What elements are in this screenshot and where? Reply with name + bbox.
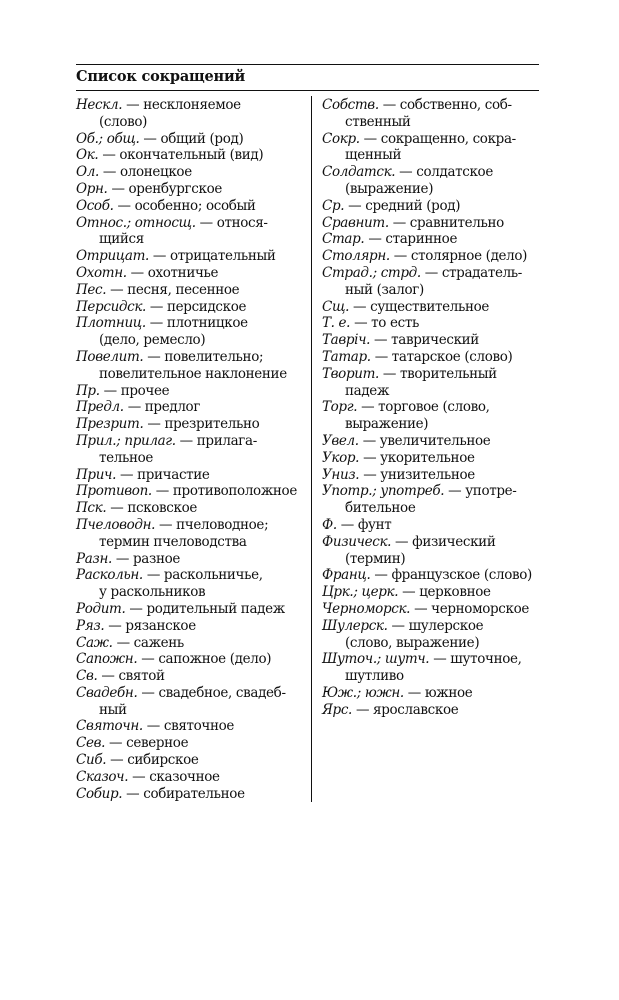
entry-first-line xyxy=(322,601,540,618)
abbreviation-entry xyxy=(322,483,540,517)
abbreviation-entry xyxy=(76,399,306,416)
entry-first-line xyxy=(322,433,540,450)
abbreviation-entry xyxy=(76,551,306,568)
entry-first-line xyxy=(322,366,540,383)
abbreviation-definition: — рязанское xyxy=(104,617,196,634)
abbreviation-definition: — плотницкое xyxy=(145,315,248,332)
entry-first-line xyxy=(76,551,306,568)
abbreviation-entry xyxy=(322,349,540,366)
abbreviation-entry xyxy=(322,567,540,584)
abbreviation-entry xyxy=(76,433,306,467)
entry-first-line xyxy=(76,483,306,500)
abbreviation-definition: — северное xyxy=(105,735,189,752)
abbreviation-definition: — старинное xyxy=(364,231,458,248)
abbreviation-definition: — презрительно xyxy=(143,416,260,433)
abbreviation-term: Пчеловодн. xyxy=(76,516,156,533)
entry-first-line xyxy=(76,215,306,232)
abbreviation-definition: — прилага- xyxy=(175,432,257,449)
entry-first-line xyxy=(322,517,540,534)
abbreviation-definition: — противоположное xyxy=(151,483,297,500)
entry-first-line xyxy=(76,718,306,735)
abbreviation-definition: — сапожное (дело) xyxy=(137,651,272,668)
entry-first-line xyxy=(76,282,306,299)
page-title: Список сокращений xyxy=(76,68,246,85)
abbreviation-term: Црк.; церк. xyxy=(322,584,399,601)
definition-continuation: у раскольников xyxy=(99,584,206,601)
entry-first-line xyxy=(322,483,540,500)
abbreviation-entry xyxy=(76,181,306,198)
abbreviation-entry xyxy=(322,651,540,685)
definition-continuation: (дело, ремесло) xyxy=(99,332,206,349)
definition-continuation: выражение) xyxy=(345,416,429,433)
abbreviation-entry xyxy=(322,231,540,248)
abbreviation-definition: — оренбургское xyxy=(107,180,222,197)
entry-first-line xyxy=(76,97,306,114)
abbreviation-term: Свадебн. xyxy=(76,684,138,701)
entry-first-line xyxy=(76,399,306,416)
entry-first-line xyxy=(322,215,540,232)
abbreviation-term: Св. xyxy=(76,668,98,685)
entry-first-line xyxy=(76,517,306,534)
abbreviation-term: Солдатск. xyxy=(322,164,396,181)
abbreviation-entry xyxy=(322,366,540,400)
entry-first-line xyxy=(322,97,540,114)
abbreviation-term: Нескл. xyxy=(76,97,123,113)
abbreviation-definition: — французское (слово) xyxy=(370,567,532,584)
entry-first-line xyxy=(76,567,306,584)
abbreviation-term: Стар. xyxy=(322,231,365,248)
abbreviation-entry xyxy=(322,618,540,652)
abbreviation-term: Сокр. xyxy=(322,130,360,147)
definition-continuation: бительное xyxy=(345,500,416,517)
abbreviation-entry xyxy=(322,517,540,534)
entry-first-line xyxy=(322,685,540,702)
abbreviation-entry xyxy=(322,399,540,433)
abbreviation-definition: — общий (род) xyxy=(139,130,244,147)
abbreviation-term: Охотн. xyxy=(76,264,127,281)
entry-first-line xyxy=(76,685,306,702)
abbreviation-term: Ф. xyxy=(322,516,337,533)
abbreviation-definition: — олонецкое xyxy=(98,164,192,181)
definition-continuation: (слово, выражение) xyxy=(345,634,480,651)
abbreviation-entry xyxy=(76,618,306,635)
definition-continuation: ственный xyxy=(345,113,411,130)
entry-first-line xyxy=(76,668,306,685)
abbreviation-entry xyxy=(76,752,306,769)
entry-first-line xyxy=(76,769,306,786)
abbreviation-term: Пр. xyxy=(76,382,100,399)
abbreviation-definition: — солдатское xyxy=(395,164,493,181)
abbreviation-entry xyxy=(76,248,306,265)
abbreviation-entry xyxy=(322,248,540,265)
entry-first-line xyxy=(76,164,306,181)
abbreviation-entry xyxy=(76,517,306,551)
abbreviation-term: Юж.; южн. xyxy=(322,684,404,701)
abbreviation-term: Сщ. xyxy=(322,298,350,315)
abbreviation-definition: — татарское (слово) xyxy=(370,348,513,365)
abbreviation-entry xyxy=(322,131,540,165)
abbreviation-definition: — физический xyxy=(391,533,496,550)
abbreviation-column-right xyxy=(322,97,540,718)
abbreviation-definition: — церковное xyxy=(398,584,491,601)
abbreviation-term: Физическ. xyxy=(322,533,392,550)
entry-first-line xyxy=(76,248,306,265)
abbreviation-entry xyxy=(76,668,306,685)
entry-first-line xyxy=(322,248,540,265)
abbreviation-entry xyxy=(76,198,306,215)
definition-continuation: ный (залог) xyxy=(345,281,424,298)
abbreviation-term: Орн. xyxy=(76,180,108,197)
abbreviation-definition: — сокращенно, сокра- xyxy=(359,130,516,147)
abbreviation-term: Страд.; стрд. xyxy=(322,264,421,281)
abbreviation-entry xyxy=(322,685,540,702)
abbreviation-definition: — сажень xyxy=(112,634,184,651)
entry-first-line xyxy=(322,332,540,349)
abbreviation-definition: — песня, песенное xyxy=(106,281,240,298)
abbreviation-term: Увел. xyxy=(322,432,359,449)
definition-continuation: падеж xyxy=(345,382,390,399)
definition-continuation: ный xyxy=(99,701,127,718)
abbreviation-definition: — сибирское xyxy=(106,752,199,769)
entry-first-line xyxy=(76,635,306,652)
abbreviation-definition: — причастие xyxy=(116,466,210,483)
entry-first-line xyxy=(76,433,306,450)
abbreviation-entry xyxy=(76,483,306,500)
entry-first-line xyxy=(322,584,540,601)
abbreviation-entry xyxy=(76,500,306,517)
abbreviation-entry xyxy=(76,97,306,131)
definition-continuation: щийся xyxy=(99,231,144,248)
abbreviation-entry xyxy=(76,299,306,316)
abbreviation-definition: — шуточное, xyxy=(429,651,522,668)
entry-first-line xyxy=(76,383,306,400)
abbreviation-definition: — употре- xyxy=(444,483,517,500)
abbreviation-definition: — пчеловодное; xyxy=(155,516,269,533)
abbreviation-definition: — средний (род) xyxy=(344,197,461,214)
abbreviation-term: Раскольн. xyxy=(76,567,143,584)
header-rule xyxy=(76,64,539,65)
abbreviation-term: Униз. xyxy=(322,466,360,483)
entry-first-line xyxy=(76,131,306,148)
abbreviation-entry xyxy=(322,450,540,467)
abbreviation-definition: — персидское xyxy=(145,298,247,315)
abbreviation-definition: — псковское xyxy=(106,500,198,517)
abbreviation-definition: — унизительное xyxy=(359,466,475,483)
entry-first-line xyxy=(322,399,540,416)
entry-first-line xyxy=(322,315,540,332)
entry-first-line xyxy=(322,702,540,719)
abbreviation-entry xyxy=(76,349,306,383)
abbreviation-entry xyxy=(322,198,540,215)
entry-first-line xyxy=(76,416,306,433)
abbreviation-definition: — отрицательный xyxy=(148,248,276,265)
abbreviation-term: Прил.; прилаг. xyxy=(76,432,176,449)
abbreviation-entry xyxy=(76,265,306,282)
definition-continuation: термин пчеловодства xyxy=(99,533,247,550)
abbreviation-term: Франц. xyxy=(322,567,371,584)
abbreviation-entry xyxy=(76,718,306,735)
abbreviation-term: Собств. xyxy=(322,97,379,113)
entry-first-line xyxy=(322,231,540,248)
abbreviation-term: Сапожн. xyxy=(76,651,138,668)
abbreviation-definition: — охотничье xyxy=(126,264,219,281)
abbreviation-term: Т. е. xyxy=(322,315,351,332)
abbreviation-definition: — укорительное xyxy=(359,449,475,466)
abbreviation-definition: — существительное xyxy=(349,298,490,315)
abbreviation-term: Отрицат. xyxy=(76,248,149,265)
definition-continuation: тельное xyxy=(99,449,154,466)
abbreviation-definition: — разное xyxy=(111,550,181,567)
abbreviation-term: Персидск. xyxy=(76,298,146,315)
abbreviation-entry xyxy=(322,97,540,131)
abbreviation-entry xyxy=(322,584,540,601)
entry-first-line xyxy=(76,198,306,215)
abbreviation-term: Ок. xyxy=(76,147,99,164)
abbreviation-term: Повелит. xyxy=(76,348,144,365)
abbreviation-entry xyxy=(76,769,306,786)
entry-first-line xyxy=(76,735,306,752)
entry-first-line xyxy=(322,198,540,215)
abbreviation-definition: — фунт xyxy=(336,516,392,533)
abbreviation-definition: — творительный xyxy=(378,365,497,382)
abbreviation-term: Собир. xyxy=(76,785,123,802)
abbreviation-definition: — святочное xyxy=(142,718,235,735)
abbreviation-definition: — южное xyxy=(403,684,473,701)
abbreviation-entry xyxy=(76,215,306,249)
abbreviation-term: Пес. xyxy=(76,281,107,298)
abbreviation-term: Сказоч. xyxy=(76,768,129,785)
abbreviation-definition: — повелительно; xyxy=(143,348,264,365)
entry-first-line xyxy=(76,181,306,198)
entry-first-line xyxy=(76,467,306,484)
abbreviation-term: Ярс. xyxy=(322,701,352,718)
abbreviation-entry xyxy=(76,282,306,299)
entry-first-line xyxy=(322,131,540,148)
abbreviation-entry xyxy=(76,164,306,181)
abbreviation-column-left xyxy=(76,97,306,802)
abbreviation-term: Тавріч. xyxy=(322,332,371,349)
abbreviation-definition: — сравнительно xyxy=(388,214,504,231)
abbreviation-term: Предл. xyxy=(76,399,124,416)
definition-continuation: (слово) xyxy=(99,113,148,130)
abbreviation-entry xyxy=(322,215,540,232)
definition-continuation: шутливо xyxy=(345,668,404,685)
definition-continuation: повелительное наклонение xyxy=(99,365,287,382)
abbreviation-entry xyxy=(322,534,540,568)
abbreviation-entry xyxy=(76,315,306,349)
abbreviation-definition: — родительный падеж xyxy=(125,600,285,617)
abbreviation-entry xyxy=(322,601,540,618)
abbreviation-term: Плотниц. xyxy=(76,315,146,332)
abbreviation-definition: — святой xyxy=(97,668,165,685)
abbreviation-term: Противоп. xyxy=(76,483,152,500)
abbreviation-entry xyxy=(76,685,306,719)
abbreviation-term: Относ.; относщ. xyxy=(76,214,196,231)
abbreviation-term: Черноморск. xyxy=(322,600,411,617)
abbreviation-definition: — собственно, соб- xyxy=(378,97,512,113)
abbreviation-entry xyxy=(76,383,306,400)
abbreviation-entry xyxy=(322,467,540,484)
abbreviation-entry xyxy=(76,467,306,484)
abbreviation-term: Сиб. xyxy=(76,752,107,769)
abbreviation-definition: — таврический xyxy=(370,332,479,349)
abbreviation-term: Татар. xyxy=(322,348,371,365)
abbreviation-definition: — предлог xyxy=(123,399,201,416)
entry-first-line xyxy=(322,567,540,584)
definition-continuation: (термин) xyxy=(345,550,406,567)
abbreviation-definition: — торговое (слово, xyxy=(357,399,490,416)
abbreviation-term: Сравнит. xyxy=(322,214,389,231)
abbreviation-entry xyxy=(76,567,306,601)
abbreviation-definition: — столярное (дело) xyxy=(389,248,528,265)
abbreviation-definition: — несклоняемое xyxy=(122,97,241,113)
entry-first-line xyxy=(322,534,540,551)
entry-first-line xyxy=(76,349,306,366)
abbreviation-entry xyxy=(76,651,306,668)
abbreviation-term: Ол. xyxy=(76,164,99,181)
abbreviation-entry xyxy=(322,299,540,316)
abbreviation-definition: — особенно; особый xyxy=(113,197,256,214)
entry-first-line xyxy=(76,265,306,282)
abbreviation-definition: — свадебное, свадеб- xyxy=(137,684,286,701)
column-divider xyxy=(311,96,312,802)
abbreviation-definition: — увеличительное xyxy=(358,432,491,449)
entry-first-line xyxy=(76,601,306,618)
abbreviation-definition: — ярославское xyxy=(352,701,459,718)
abbreviation-term: Столярн. xyxy=(322,248,390,265)
abbreviation-entry xyxy=(76,735,306,752)
entry-first-line xyxy=(322,450,540,467)
entry-first-line xyxy=(76,786,306,803)
abbreviation-term: Особ. xyxy=(76,197,114,214)
abbreviation-definition: — страдатель- xyxy=(420,264,523,281)
abbreviation-definition: — черноморское xyxy=(410,600,530,617)
entry-first-line xyxy=(322,299,540,316)
abbreviation-term: Шулерск. xyxy=(322,617,388,634)
abbreviation-term: Разн. xyxy=(76,550,112,567)
abbreviation-term: Святочн. xyxy=(76,718,143,735)
abbreviation-entry xyxy=(322,702,540,719)
abbreviation-definition: — относя- xyxy=(195,214,268,231)
definition-continuation: (выражение) xyxy=(345,180,434,197)
abbreviation-definition: — прочее xyxy=(99,382,170,399)
entry-first-line xyxy=(76,500,306,517)
abbreviation-term: Укор. xyxy=(322,449,360,466)
abbreviation-definition: — собирательное xyxy=(122,785,245,802)
abbreviation-entry xyxy=(322,164,540,198)
abbreviation-term: Пск. xyxy=(76,500,107,517)
abbreviation-term: Ср. xyxy=(322,197,345,214)
abbreviation-entry xyxy=(322,332,540,349)
abbreviation-definition: — окончательный (вид) xyxy=(98,147,264,164)
entry-first-line xyxy=(76,315,306,332)
abbreviation-definition: — то есть xyxy=(350,315,419,332)
entry-first-line xyxy=(322,164,540,181)
entry-first-line xyxy=(76,651,306,668)
abbreviation-term: Презрит. xyxy=(76,416,144,433)
abbreviation-term: Творит. xyxy=(322,365,379,382)
abbreviation-entry xyxy=(322,265,540,299)
abbreviation-entry xyxy=(76,601,306,618)
abbreviation-entry xyxy=(322,315,540,332)
abbreviation-definition: — сказочное xyxy=(128,768,220,785)
abbreviation-definition: — раскольничье, xyxy=(142,567,263,584)
abbreviation-term: Об.; общ. xyxy=(76,130,140,147)
abbreviation-term: Родит. xyxy=(76,600,126,617)
abbreviation-entry xyxy=(76,416,306,433)
definition-continuation: щенный xyxy=(345,147,402,164)
abbreviation-entry xyxy=(76,147,306,164)
entry-first-line xyxy=(76,618,306,635)
entry-first-line xyxy=(76,299,306,316)
abbreviation-entry xyxy=(76,635,306,652)
entry-first-line xyxy=(322,651,540,668)
abbreviation-term: Прич. xyxy=(76,466,117,483)
abbreviation-term: Ряз. xyxy=(76,617,105,634)
entry-first-line xyxy=(322,467,540,484)
abbreviation-entry xyxy=(76,786,306,803)
entry-first-line xyxy=(76,752,306,769)
entry-first-line xyxy=(322,618,540,635)
abbreviation-term: Шуточ.; шутч. xyxy=(322,651,430,668)
abbreviation-term: Саж. xyxy=(76,634,113,651)
entry-first-line xyxy=(322,349,540,366)
entry-first-line xyxy=(322,265,540,282)
entry-first-line xyxy=(76,147,306,164)
title-rule xyxy=(76,90,539,91)
abbreviation-entry xyxy=(322,433,540,450)
abbreviation-entry xyxy=(76,131,306,148)
abbreviation-definition: — шулерское xyxy=(387,617,484,634)
abbreviation-term: Употр.; употреб. xyxy=(322,483,445,500)
abbreviation-term: Торг. xyxy=(322,399,358,416)
abbreviation-term: Сев. xyxy=(76,735,106,752)
